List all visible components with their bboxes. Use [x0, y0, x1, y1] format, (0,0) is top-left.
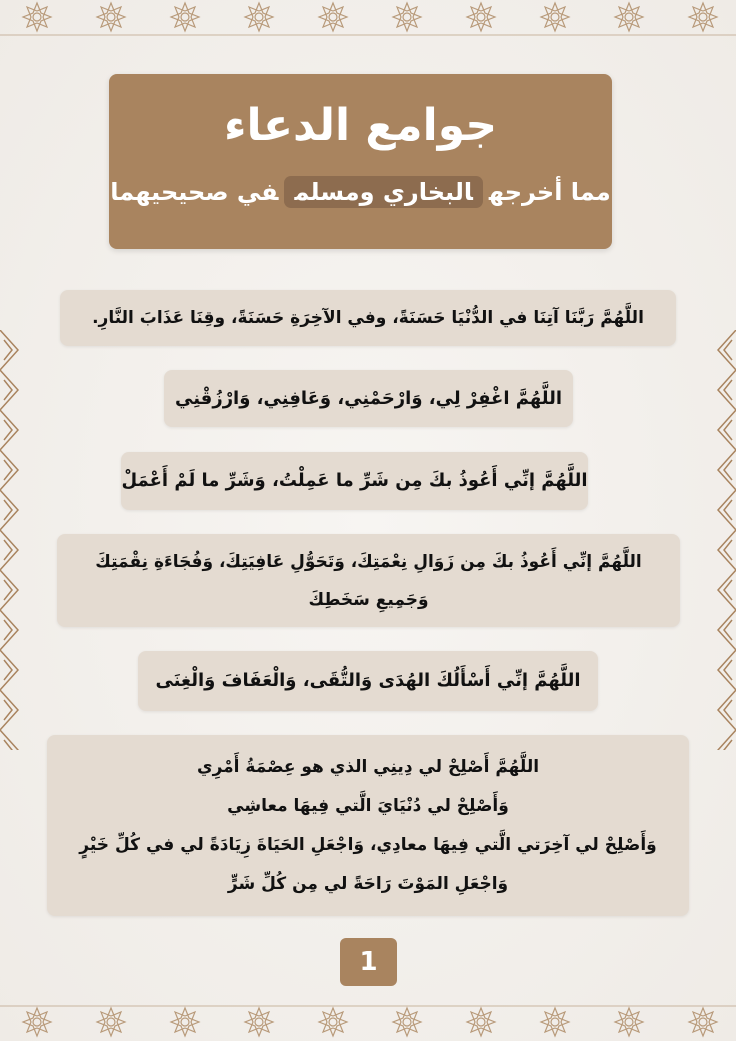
dua-card-5: [138, 651, 598, 711]
dua-line: اللَّهُمَّ إنِّي أَعُوذُ بكَ مِن زَوَالِ نِعْمَتِكَ، وَتَحَوُّلِ عَافِيَتِكَ، وَفُجَاءَةِ نِقْمَتِكَ: [95, 551, 642, 572]
dua-card-3: [121, 452, 588, 510]
bottom-ornament-border: [0, 1005, 736, 1041]
page-subtitle: [109, 178, 612, 206]
dua-line: اللَّهُمَّ إنِّي أَعُوذُ بكَ مِن شَرِّ ما عَمِلْتُ، وَشَرِّ ما لَمْ أَعْمَلْ: [121, 470, 588, 491]
top-ornament-border: [0, 0, 736, 36]
dua-line: اللَّهُمَّ إنِّي أَسْأَلُكَ الهُدَى وَالتُّقَى، وَالْعَفَافَ وَالْغِنَى: [155, 670, 581, 691]
dua-card-6: [47, 735, 689, 916]
dua-line: اللَّهُمَّ رَبَّنَا آتِنَا في الدُّنْيَا حَسَنَةً، وفي الآخِرَةِ حَسَنَةً، وقِنَا عَذَابَ النَّارِ.: [92, 308, 644, 328]
subtitle-highlight: البخاري ومسلم: [284, 176, 482, 208]
dua-line: اللَّهُمَّ اغْفِرْ لِي، وَارْحَمْنِي، وَعَافِنِي، وَارْزُقْنِي: [174, 387, 563, 409]
right-arabesque-ornament: [714, 330, 736, 750]
dua-line: وَجَمِيعِ سَخَطِكَ: [308, 589, 429, 610]
page-title: جوامع الدعاء: [223, 100, 498, 151]
header-banner: [109, 74, 612, 249]
dua-card-4: [57, 534, 680, 627]
subtitle-before: مما أخرجه: [488, 178, 611, 206]
left-arabesque-ornament: [0, 330, 22, 750]
subtitle-after: في صحيحيهما: [110, 178, 279, 206]
page-number-badge: 1: [340, 938, 397, 986]
dua-line: اللَّهُمَّ أَصْلِحْ لي دِينِي الذي هو عِصْمَةُ أَمْرِي: [196, 756, 540, 777]
dua-line: وَأَصْلِحْ لي آخِرَتي الَّتي فِيهَا معادِي، وَاجْعَلِ الحَيَاةَ زِيَادَةً لي في كُلِّ خَيْرٍ: [79, 834, 657, 855]
dua-card-1: [60, 290, 676, 346]
dua-card-2: [164, 370, 573, 427]
dua-line: وَأَصْلِحْ لي دُنْيَايَ الَّتي فِيهَا معاشِي: [227, 795, 509, 816]
dua-line: وَاجْعَلِ المَوْتَ رَاحَةً لي مِن كُلِّ شَرٍّ: [227, 873, 509, 894]
